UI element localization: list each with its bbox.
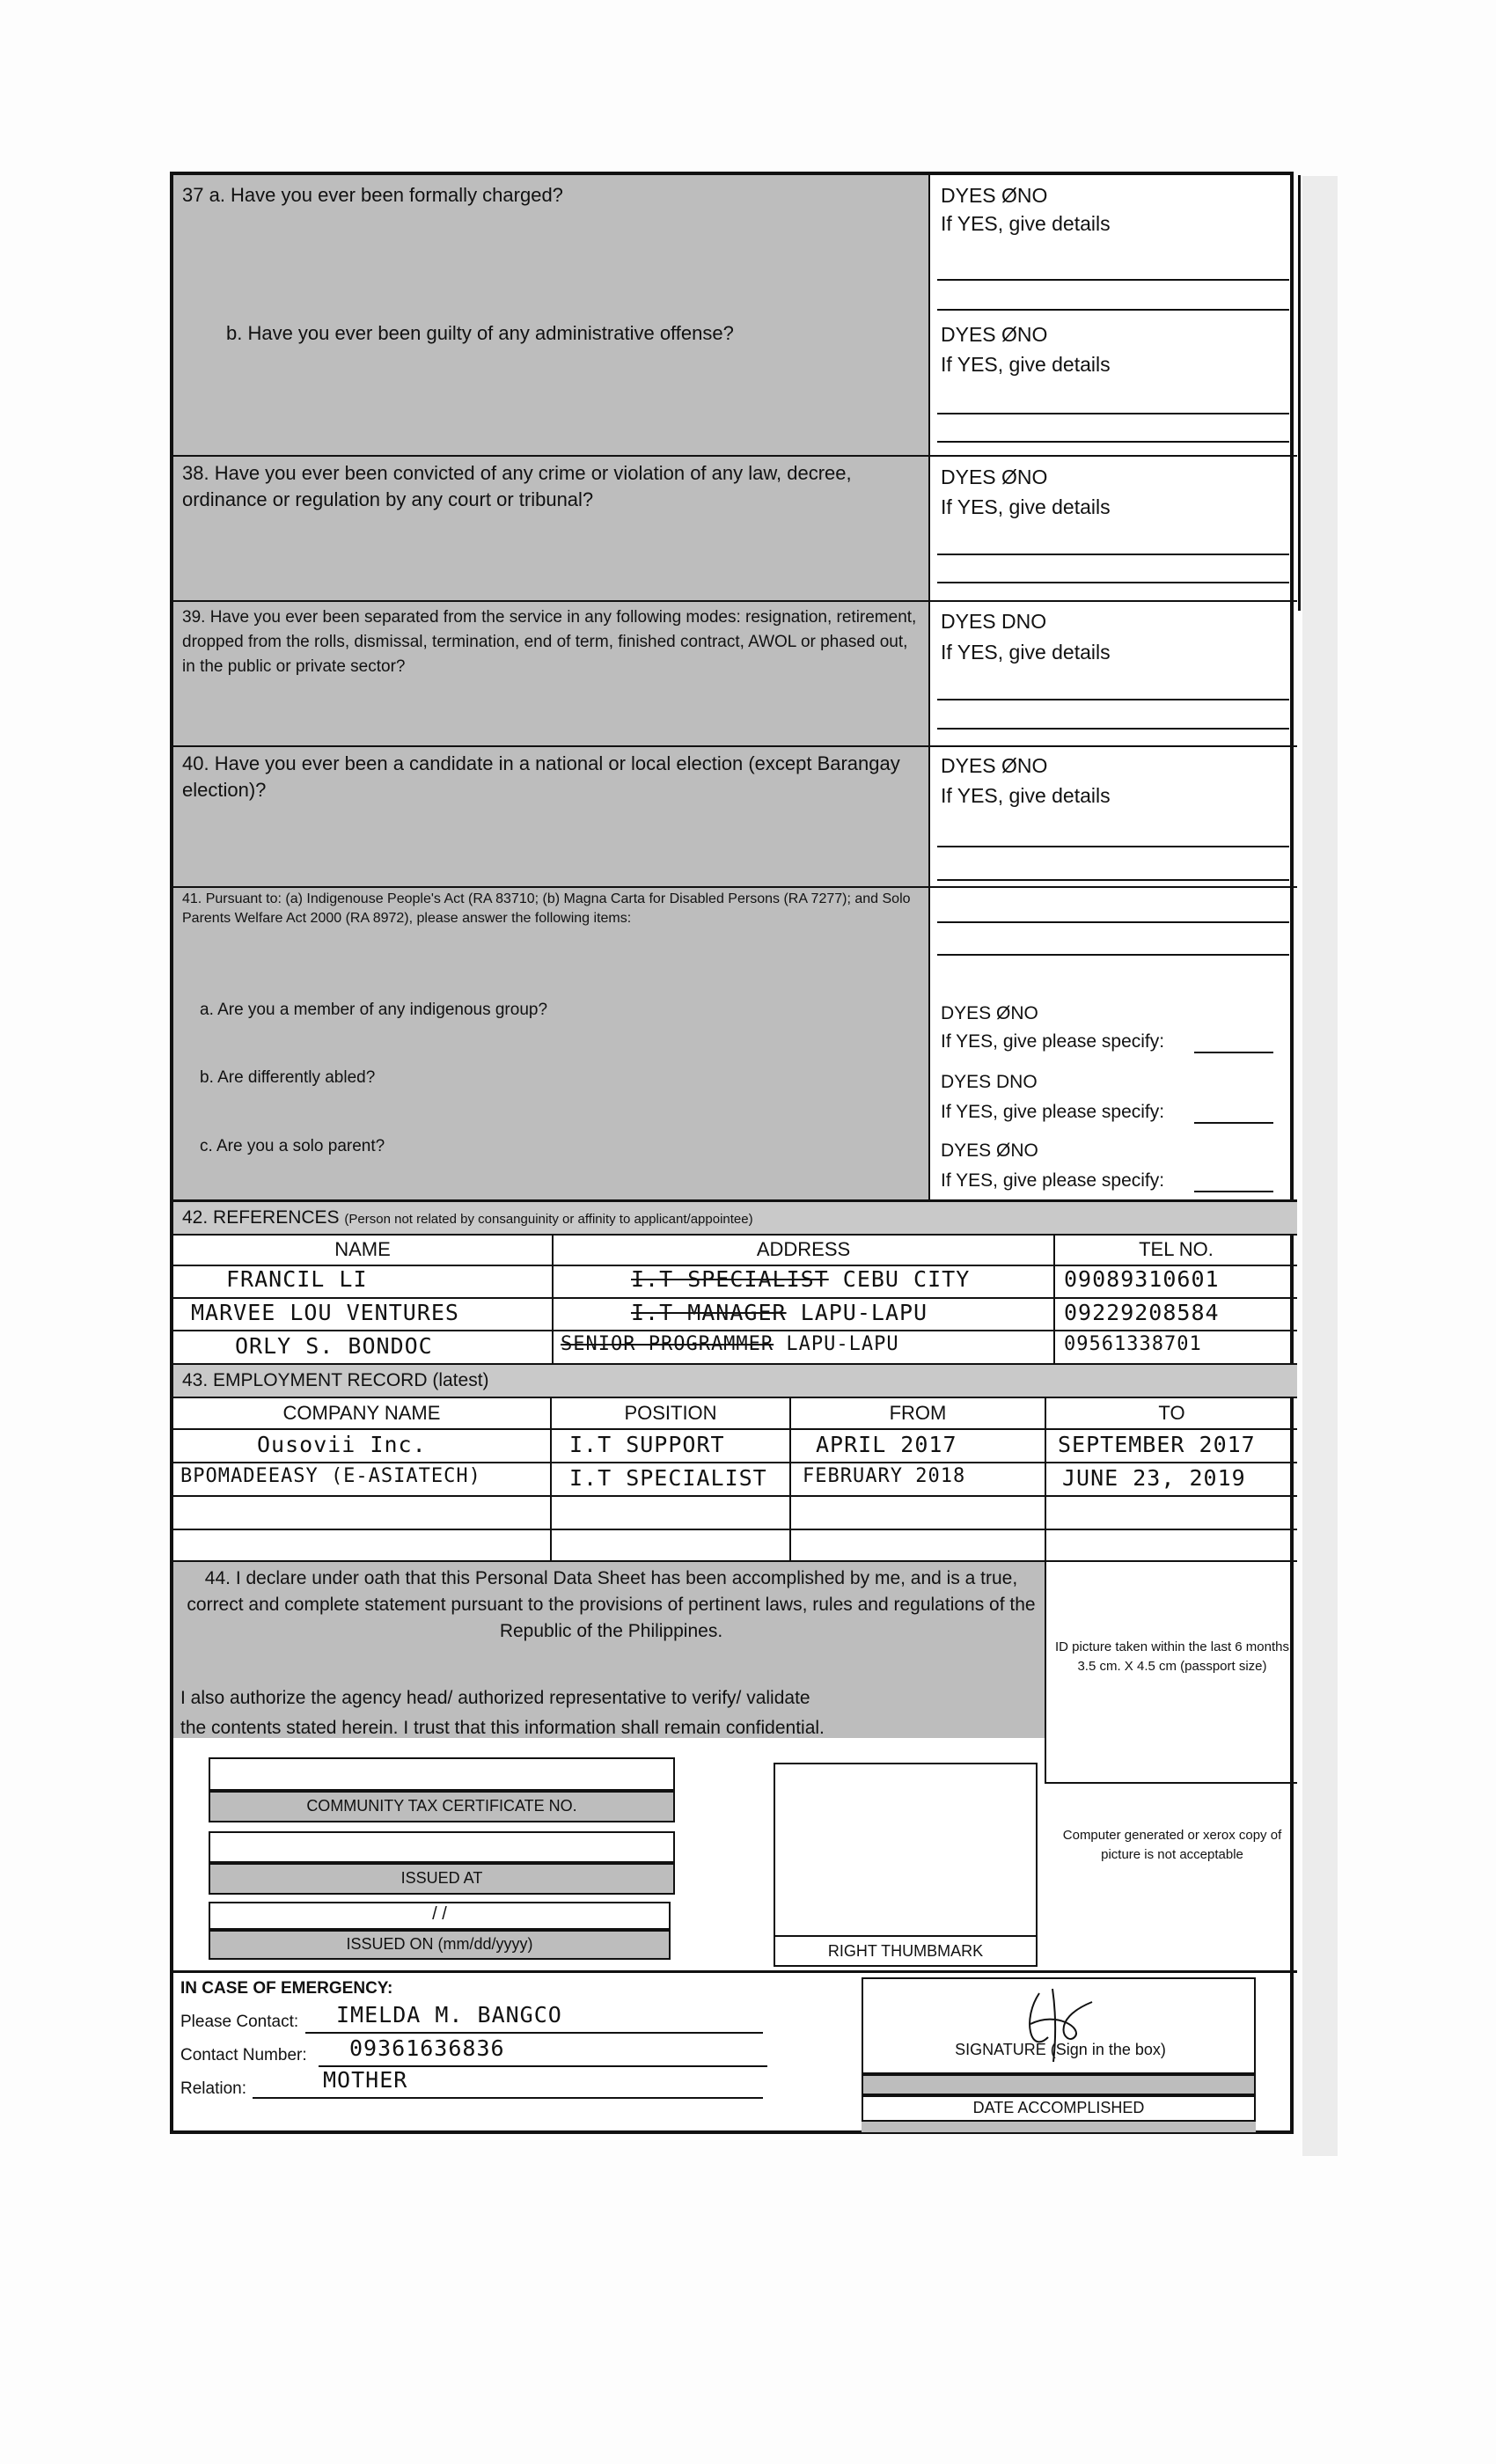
q40-choices[interactable]: DYES ØNO <box>941 754 1048 777</box>
q41c-specify: If YES, give please specify: <box>941 1170 1165 1191</box>
ref-2-address: I.T MANAGER LAPU-LAPU <box>631 1300 928 1325</box>
picture-not-acceptable-note: Computer generated or xerox copy of picture is not acceptable <box>1062 1828 1282 1862</box>
q37a-text: 37 a. Have you ever been formally charged? <box>182 184 563 206</box>
q41b-text: b. Are differently abled? <box>200 1068 376 1087</box>
ref-3-tel: 09561338701 <box>1064 1333 1202 1355</box>
q41-intro: 41. Pursuant to: (a) Indigenouse People's Act (RA 83710; (b) Magna Carta for Disabled Persons (RA 7277); and Solo Parents Welfare Act 2000 (RA 8972), please answer the following items: <box>182 891 911 926</box>
q41a-specify: If YES, give please specify: <box>941 1031 1165 1052</box>
q37a-details-label: If YES, give details <box>941 212 1111 235</box>
emp-header-to: TO <box>1158 1402 1185 1424</box>
ref-3-name: ORLY S. BONDOC <box>235 1333 433 1359</box>
issued-on-slashes: / / <box>432 1904 447 1924</box>
q40-details-label: If YES, give details <box>941 784 1111 807</box>
authorize-line-1: I also authorize the agency head/ authorized representative to verify/ validate <box>180 1688 810 1708</box>
q38-choices[interactable]: DYES ØNO <box>941 466 1048 488</box>
q41a-text: a. Are you a member of any indigenous group? <box>200 1001 548 1019</box>
emp-1-position: I.T SUPPORT <box>569 1432 725 1457</box>
references-title: 42. REFERENCES (Person not related by consanguinity or affinity to applicant/appointee) <box>182 1207 753 1228</box>
q41a-choices[interactable]: DYES ØNO <box>941 1003 1038 1023</box>
thumbmark-label: RIGHT THUMBMARK <box>827 1942 984 1960</box>
emergency-contact-label: Please Contact: <box>180 2013 299 2031</box>
oath-text: 44. I declare under oath that this Personal Data Sheet has been accomplished by me, and is a true, correct and complete statement pursuant to the provisions of pertinent laws, rules and regulations of the Republic of the Philippines. <box>187 1568 1036 1641</box>
emergency-relation-label: Relation: <box>180 2079 246 2098</box>
q38-text: 38. Have you ever been convicted of any crime or violation of any law, decree, ordinance or regulation by any court or tribunal? <box>182 462 852 510</box>
emp-2-position: I.T SPECIALIST <box>569 1465 767 1491</box>
emp-1-to: SEPTEMBER 2017 <box>1058 1432 1256 1457</box>
emp-2-to: JUNE 23, 2019 <box>1062 1465 1246 1491</box>
bleed-through-edge <box>1302 176 1338 2156</box>
ref-3-address: SENIOR PROGRAMMER LAPU-LAPU <box>561 1333 899 1355</box>
emergency-title: IN CASE OF EMERGENCY: <box>180 1979 393 1998</box>
q37b-details-label: If YES, give details <box>941 353 1111 376</box>
issued-on-label: ISSUED ON (mm/dd/yyyy) <box>346 1935 533 1953</box>
signature-band <box>862 2074 1256 2095</box>
ref-2-name: MARVEE LOU VENTURES <box>191 1300 459 1325</box>
signature-box[interactable] <box>862 1977 1256 2074</box>
emp-header-company: COMPANY NAME <box>282 1402 441 1424</box>
issued-at-field[interactable] <box>209 1831 675 1863</box>
ref-1-name: FRANCIL LI <box>226 1266 368 1292</box>
employment-title: 43. EMPLOYMENT RECORD (latest) <box>182 1370 489 1390</box>
q40-text: 40. Have you ever been a candidate in a national or local election (except Barangay election)? <box>182 752 900 801</box>
q41b-specify: If YES, give please specify: <box>941 1102 1165 1122</box>
q41c-text: c. Are you a solo parent? <box>200 1137 385 1155</box>
signature-label: SIGNATURE (Sign in the box) <box>955 2041 1166 2058</box>
q37b-choices[interactable]: DYES ØNO <box>941 323 1048 346</box>
emp-header-position: POSITION <box>624 1402 717 1424</box>
emp-1-company: Ousovii Inc. <box>257 1432 427 1457</box>
emp-2-from: FEBRUARY 2018 <box>803 1465 966 1487</box>
emergency-number-value[interactable]: 09361636836 <box>349 2035 505 2061</box>
personal-data-sheet-form <box>170 172 1294 2134</box>
emergency-contact-value[interactable]: IMELDA M. BANGCO <box>336 2002 562 2028</box>
q39-text: 39. Have you ever been separated from the service in any following modes: resignation, retirement, dropped from the rolls, dismissal, termination, end of term, finished contract, AWOL or phased out, in the public or private sector? <box>182 608 917 676</box>
authorize-line-2: the contents stated herein. I trust that this information shall remain confidential. <box>180 1718 825 1738</box>
q39-details-label: If YES, give details <box>941 641 1111 664</box>
q37b-text: b. Have you ever been guilty of any administrative offense? <box>226 322 734 344</box>
ref-1-address: I.T SPECIALIST CEBU CITY <box>631 1266 971 1292</box>
emp-1-from: APRIL 2017 <box>816 1432 957 1457</box>
ref-header-tel: TEL NO. <box>1139 1238 1214 1260</box>
ref-2-tel: 09229208584 <box>1064 1300 1220 1325</box>
q41b-choices[interactable]: DYES DNO <box>941 1072 1038 1092</box>
ctc-label: COMMUNITY TAX CERTIFICATE NO. <box>306 1797 577 1815</box>
ref-header-name: NAME <box>334 1238 391 1260</box>
q39-choices[interactable]: DYES DNO <box>941 610 1047 633</box>
emp-header-from: FROM <box>889 1402 947 1424</box>
date-accomplished-label: DATE ACCOMPLISHED <box>972 2099 1145 2116</box>
ref-header-address: ADDRESS <box>756 1238 851 1260</box>
emergency-number-label: Contact Number: <box>180 2046 307 2064</box>
emergency-relation-value[interactable]: MOTHER <box>323 2067 408 2093</box>
date-band <box>862 2122 1256 2132</box>
q37a-choices[interactable]: DYES ØNO <box>941 184 1048 207</box>
emp-2-company: BPOMADEEASY (E-ASIATECH) <box>180 1465 481 1487</box>
id-picture-instructions: ID picture taken within the last 6 months 3.5 cm. X 4.5 cm (passport size) <box>1055 1639 1289 1674</box>
q38-details-label: If YES, give details <box>941 495 1111 518</box>
issued-at-label: ISSUED AT <box>400 1869 483 1887</box>
ctc-number-field[interactable] <box>209 1757 675 1791</box>
q41c-choices[interactable]: DYES ØNO <box>941 1140 1038 1161</box>
ref-1-tel: 09089310601 <box>1064 1266 1220 1292</box>
